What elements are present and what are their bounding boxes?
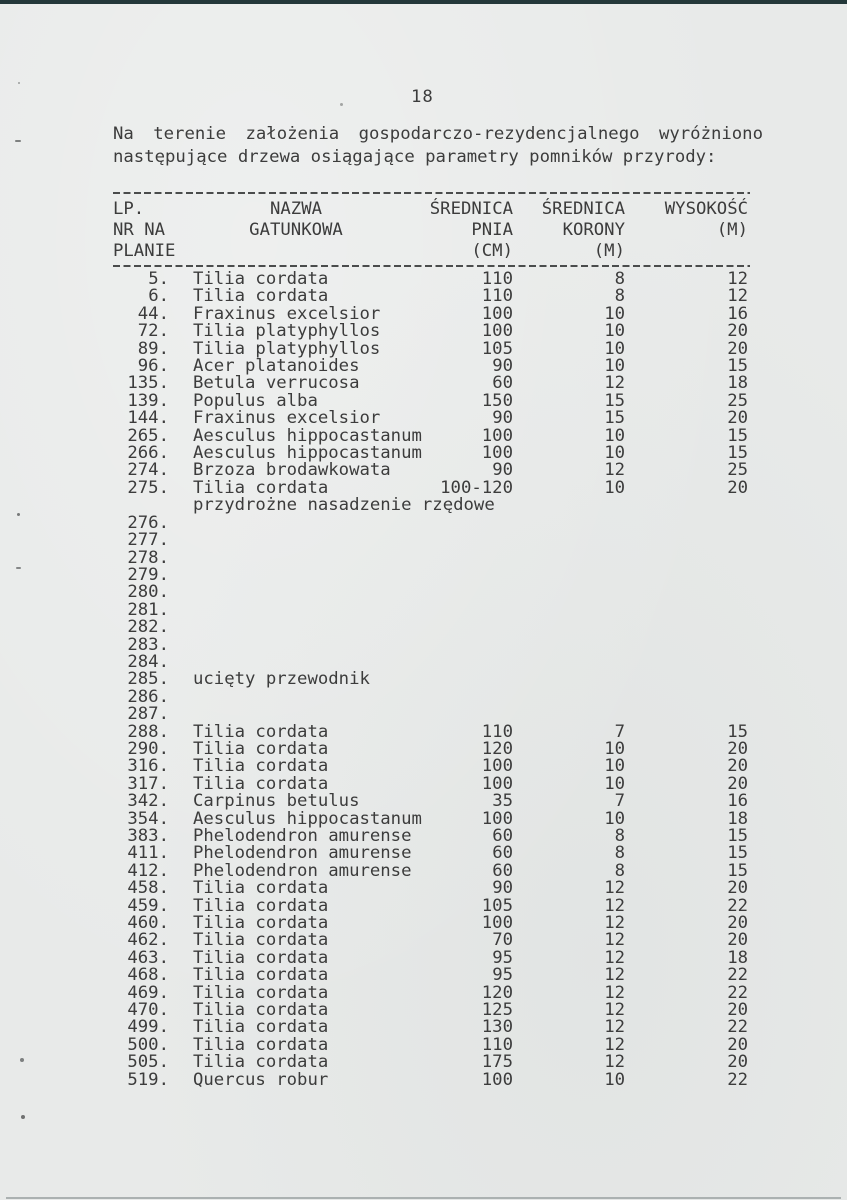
row-crown-diameter [513,567,625,584]
row-crown-diameter: 15 [604,390,625,411]
row-species-name: ucięty przewodnik [193,669,370,690]
row-trunk-diameter: 35 [492,791,513,812]
header-crown-diameter: ŚREDNICA [541,199,625,219]
table-body [113,271,748,1089]
row-species-name: Tilia cordata [193,878,329,899]
row-plan-number: 274. [127,460,169,481]
row-crown-diameter: 12 [604,947,625,968]
row-height: 15 [727,425,748,446]
table-row [113,564,748,585]
row-species-name: Aesculus hippocastanum [193,443,422,464]
row-plan-number: 500. [127,1034,169,1055]
row-species-name: Tilia cordata [193,982,329,1003]
row-plan-number: 287. [127,704,169,725]
row-trunk-diameter: 110 [481,286,513,307]
row-trunk-diameter [423,584,513,601]
row-trunk-diameter: 100 [481,321,513,342]
row-crown-diameter: 12 [604,373,625,394]
row-plan-number: 278. [127,547,169,568]
row-crown-diameter: 10 [604,338,625,359]
row-species-name: Tilia cordata [193,477,329,498]
row-plan-number: 505. [127,1052,169,1073]
row-height: 20 [727,773,748,794]
row-height [625,619,748,636]
row-species-name: Aesculus hippocastanum [193,425,422,446]
row-trunk-diameter [423,706,513,723]
row-plan-number: 290. [127,738,169,759]
scan-speck [16,567,21,569]
row-height [625,567,748,584]
row-crown-diameter: 8 [614,826,625,846]
row-crown-diameter: 12 [604,1052,625,1073]
row-crown-diameter [513,706,625,723]
table-row [113,547,748,568]
row-plan-number: 144. [127,408,169,429]
row-crown-diameter: 10 [604,773,625,794]
row-crown-diameter [513,654,625,671]
row-trunk-diameter: 90 [492,460,513,481]
row-trunk-diameter: 110 [481,721,513,742]
row-plan-number: 89. [137,338,169,359]
row-plan-number: 281. [127,599,169,620]
row-trunk-diameter: 100 [481,425,513,446]
table-row [113,793,748,810]
row-trunk-diameter: 90 [492,878,513,899]
row-species-name: Tilia cordata [193,1017,329,1038]
table-row [113,706,748,723]
row-trunk-diameter: 100 [481,303,513,324]
row-trunk-diameter: 95 [492,947,513,968]
row-plan-number: 277. [127,530,169,551]
row-plan-number: 72. [137,321,169,342]
row-height: 22 [727,982,748,1003]
row-crown-diameter: 12 [604,982,625,1003]
row-height: 20 [727,338,748,359]
monument-trees-table [113,192,748,1089]
row-height: 18 [727,808,748,829]
row-crown-diameter [513,550,625,567]
row-height: 20 [727,878,748,899]
row-plan-number: 519. [127,1069,169,1090]
row-height: 16 [727,303,748,324]
page-number: 18 [411,87,434,107]
row-height [625,550,748,567]
row-crown-diameter: 12 [604,460,625,481]
row-plan-number: 288. [127,721,169,742]
row-plan-number: 383. [127,826,169,846]
row-height: 20 [727,756,748,777]
table-row [113,599,748,620]
row-species-name: Fraxinus excelsior [193,303,381,324]
row-plan-number: 499. [127,1017,169,1038]
row-height [625,584,748,601]
row-plan-number: 317. [127,773,169,794]
row-height [625,654,748,671]
row-crown-diameter [513,532,625,549]
scan-speck [20,1058,24,1062]
row-crown-diameter [513,671,625,688]
row-plan-number: 285. [127,669,169,690]
row-crown-diameter [513,602,625,619]
row-height [625,689,748,706]
row-plan-number: 265. [127,425,169,446]
row-species-name: Tilia cordata [193,947,329,968]
table-header-row [113,241,748,262]
header-trunk-diameter: (CM) [471,241,513,261]
row-plan-number: 276. [127,512,169,533]
row-crown-diameter [513,515,625,532]
scan-speck [17,513,20,516]
row-crown-diameter: 15 [604,408,625,429]
row-species-name: Tilia cordata [193,913,329,934]
scan-edge-top [0,0,847,4]
row-height: 18 [727,947,748,968]
scan-speck [15,140,21,142]
row-trunk-diameter: 125 [481,1000,513,1021]
row-crown-diameter: 10 [604,1069,625,1090]
row-crown-diameter: 10 [604,738,625,759]
row-species-name: Phelodendron amurense [193,826,412,846]
row-height: 12 [727,269,748,289]
row-trunk-diameter: 100 [481,756,513,777]
row-height: 15 [727,826,748,846]
row-trunk-diameter: 110 [481,269,513,289]
row-trunk-diameter: 60 [492,843,513,864]
row-plan-number: 462. [127,930,169,951]
row-trunk-diameter: 110 [481,1034,513,1055]
row-trunk-diameter: 70 [492,930,513,951]
row-height: 20 [727,930,748,951]
row-trunk-diameter: 100-120 [440,477,513,498]
row-species-name: Tilia cordata [193,738,329,759]
row-species-name: Fraxinus excelsior [193,408,381,429]
row-height: 15 [727,843,748,864]
row-trunk-diameter: 150 [481,390,513,411]
row-crown-diameter: 12 [604,878,625,899]
row-plan-number: 470. [127,1000,169,1021]
row-crown-diameter [513,637,625,654]
header-height: (M) [716,220,748,240]
row-crown-diameter: 10 [604,808,625,829]
row-crown-diameter: 12 [604,1017,625,1038]
table-row [113,497,748,514]
row-species-name: Tilia cordata [193,1000,329,1021]
row-plan-number: 412. [127,860,169,881]
row-height [625,497,748,514]
row-trunk-diameter: 175 [481,1052,513,1073]
row-plan-number: 342. [127,791,169,812]
row-crown-diameter [513,497,625,514]
row-crown-diameter: 8 [614,269,625,289]
row-crown-diameter: 10 [604,477,625,498]
row-height [625,532,748,549]
row-species-name: Phelodendron amurense [193,860,412,881]
row-height: 15 [727,356,748,377]
row-trunk-diameter [423,497,513,514]
row-crown-diameter [513,619,625,636]
row-crown-diameter: 12 [604,1034,625,1055]
table-header-row [113,220,748,241]
row-trunk-diameter: 60 [492,373,513,394]
row-species-name: przydrożne nasadzenie rzędowe [193,495,495,516]
row-height: 18 [727,373,748,394]
row-crown-diameter: 8 [614,843,625,864]
scan-speck [340,103,343,106]
row-trunk-diameter: 120 [481,738,513,759]
row-height: 20 [727,477,748,498]
row-plan-number: 284. [127,651,169,672]
row-height: 22 [727,895,748,916]
row-species-name: Tilia cordata [193,756,329,777]
row-plan-number: 44. [137,303,169,324]
row-crown-diameter: 12 [604,895,625,916]
row-height: 22 [727,1017,748,1038]
row-plan-number: 266. [127,443,169,464]
table-divider-top [113,192,750,194]
header-crown-diameter: KORONY [562,220,625,240]
row-height [625,515,748,532]
table-header-row [113,199,748,220]
row-trunk-diameter [423,550,513,567]
row-crown-diameter: 10 [604,443,625,464]
row-crown-diameter [513,584,625,601]
row-plan-number: 411. [127,843,169,864]
row-species-name [169,532,423,549]
header-crown-diameter: (M) [593,241,625,261]
row-crown-diameter: 12 [604,913,625,934]
table-row [113,880,748,897]
row-species-name: Populus alba [193,390,318,411]
row-crown-diameter: 10 [604,321,625,342]
row-trunk-diameter: 60 [492,826,513,846]
row-species-name: Carpinus betulus [193,791,360,812]
header-species-name: GATUNKOWA [249,220,343,240]
row-plan-number: 286. [127,686,169,707]
table-row [113,686,748,707]
row-plan-number: 316. [127,756,169,777]
row-trunk-diameter: 100 [481,773,513,794]
row-species-name: Tilia cordata [193,721,329,742]
row-species-name: Tilia platyphyllos [193,338,381,359]
row-species-name: Tilia cordata [193,930,329,951]
header-height: WYSOKOŚĆ [664,199,748,219]
table-row [113,323,748,340]
row-species-name: Tilia cordata [193,1052,329,1073]
row-plan-number: 469. [127,982,169,1003]
row-plan-number: 459. [127,895,169,916]
table-row [113,584,748,601]
row-trunk-diameter [423,602,513,619]
row-trunk-diameter [423,654,513,671]
row-trunk-diameter [423,671,513,688]
row-height: 20 [727,1034,748,1055]
row-species-name: Quercus robur [193,1069,329,1090]
row-species-name [169,602,423,619]
row-crown-diameter: 12 [604,965,625,986]
row-plan-number: 282. [127,617,169,638]
row-species-name: Tilia cordata [193,1034,329,1055]
row-plan-number: 283. [127,634,169,655]
row-species-name [169,637,423,654]
table-row [113,619,748,636]
row-plan-number: 5. [148,269,169,289]
row-trunk-diameter: 105 [481,895,513,916]
row-trunk-diameter [423,515,513,532]
row-species-name: Tilia cordata [193,773,329,794]
row-plan-number: 96. [137,356,169,377]
intro-paragraph: Na terenie założenia gospodarczo-rezydencjalnego wyróżniono następujące drzewa osiągające parametry pomników przyrody: [113,124,763,167]
row-plan-number: 354. [127,808,169,829]
row-trunk-diameter: 60 [492,860,513,881]
row-species-name: Tilia cordata [193,286,329,307]
header-lp: NR NA [113,220,166,240]
row-trunk-diameter: 95 [492,965,513,986]
row-species-name: Aesculus hippocastanum [193,808,422,829]
row-height: 20 [727,321,748,342]
header-lp: PLANIE [113,241,176,261]
row-plan-number: 275. [127,477,169,498]
row-crown-diameter: 7 [614,721,625,742]
row-species-name: Brzoza brodawkowata [193,460,391,481]
row-height [625,602,748,619]
row-trunk-diameter: 100 [481,443,513,464]
header-species-name [169,241,423,262]
header-height [625,241,748,262]
row-height: 25 [727,390,748,411]
row-height: 22 [727,1069,748,1090]
row-trunk-diameter: 100 [481,1069,513,1090]
row-height: 20 [727,738,748,759]
row-crown-diameter: 10 [604,303,625,324]
row-height: 20 [727,1000,748,1021]
row-trunk-diameter [423,532,513,549]
row-trunk-diameter: 100 [481,913,513,934]
row-trunk-diameter: 100 [481,808,513,829]
row-height: 15 [727,721,748,742]
row-trunk-diameter [423,689,513,706]
row-trunk-diameter [423,567,513,584]
row-trunk-diameter: 90 [492,408,513,429]
header-species-name: NAZWA [269,199,323,219]
row-crown-diameter: 8 [614,860,625,881]
row-trunk-diameter: 120 [481,982,513,1003]
row-species-name [169,706,423,723]
row-trunk-diameter: 90 [492,356,513,377]
row-species-name [169,515,423,532]
row-height: 16 [727,791,748,812]
row-species-name: Betula verrucosa [193,373,360,394]
row-species-name: Acer platanoides [193,356,360,377]
table-row [113,634,748,655]
row-trunk-diameter [423,637,513,654]
row-crown-diameter: 10 [604,356,625,377]
row-crown-diameter: 8 [614,286,625,307]
row-height: 15 [727,860,748,881]
row-crown-diameter: 7 [614,791,625,812]
scan-speck [18,82,20,84]
row-species-name [169,619,423,636]
row-height: 22 [727,965,748,986]
row-species-name [169,584,423,601]
row-plan-number: 463. [127,947,169,968]
row-height: 12 [727,286,748,307]
row-height: 20 [727,408,748,429]
row-crown-diameter: 10 [604,425,625,446]
row-species-name [169,567,423,584]
row-crown-diameter: 12 [604,1000,625,1021]
row-height [625,671,748,688]
table-divider-header [113,265,750,267]
row-species-name: Tilia platyphyllos [193,321,381,342]
row-height: 20 [727,1052,748,1073]
row-species-name: Phelodendron amurense [193,843,412,864]
row-trunk-diameter: 130 [481,1017,513,1038]
row-crown-diameter [513,689,625,706]
table-row [113,532,748,549]
table-row [113,512,748,533]
row-plan-number: 460. [127,913,169,934]
row-species-name [169,550,423,567]
row-species-name: Tilia cordata [193,269,329,289]
row-height: 20 [727,913,748,934]
header-trunk-diameter: PNIA [471,220,513,240]
row-height: 15 [727,443,748,464]
row-plan-number: 458. [127,878,169,899]
row-species-name: Tilia cordata [193,895,329,916]
header-lp: LP. [113,199,145,219]
row-plan-number: 139. [127,390,169,411]
header-trunk-diameter: ŚREDNICA [429,199,513,219]
row-plan-number: 279. [127,564,169,585]
row-plan-number: 6. [148,286,169,307]
row-species-name [169,689,423,706]
row-plan-number: 135. [127,373,169,394]
row-height [625,706,748,723]
table-header [113,199,748,262]
table-row [113,671,748,688]
table-row [113,1069,748,1090]
row-plan-number: 280. [127,582,169,603]
row-trunk-diameter [423,619,513,636]
row-crown-diameter: 10 [604,756,625,777]
row-crown-diameter: 12 [604,930,625,951]
scan-edge-bottom [6,1197,841,1199]
row-height [625,637,748,654]
row-height: 25 [727,460,748,481]
row-trunk-diameter: 105 [481,338,513,359]
row-species-name: Tilia cordata [193,965,329,986]
scan-speck [21,1115,25,1119]
row-plan-number: 468. [127,965,169,986]
